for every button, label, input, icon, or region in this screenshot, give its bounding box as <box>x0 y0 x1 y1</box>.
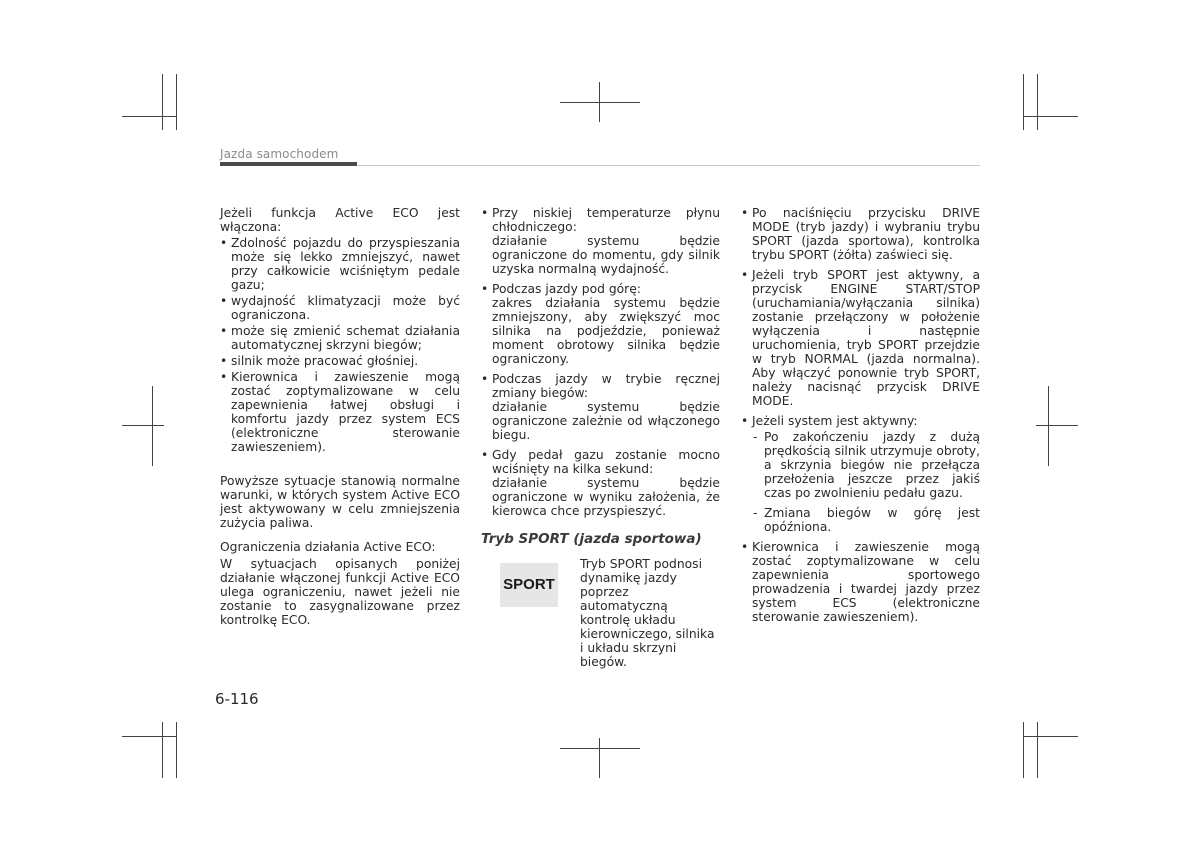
list-item: • wydajność klimatyzacji może być ograniczona. <box>220 294 460 322</box>
active-eco-intro: Jeżeli funkcja Active ECO jest włączona: <box>220 206 460 234</box>
dash-item: - Zmiana biegów w górę jest opóźniona. <box>752 506 980 534</box>
crop-mark <box>162 74 163 130</box>
crop-mark <box>1023 74 1024 130</box>
crop-mark <box>122 425 164 426</box>
list-item <box>481 206 720 276</box>
dash-item: - Po zakończeniu jazdy z dużą prędkością silnik utrzymuje obroty, a skrzynia biegów nie przełącza przełożenia jeszcze przez jakiś czas po zwolnieniu pedału gazu. <box>752 430 980 500</box>
list-item <box>741 414 980 534</box>
list-item: • Kierownica i zawieszenie mogą zostać zoptymalizowane w celu zapewnienia sportowego prowadzenia i twardej jazdy przez system ECS (elektroniczne sterowanie zawieszeniem). <box>741 540 980 624</box>
crop-mark <box>152 386 153 466</box>
crop-mark <box>1037 74 1038 130</box>
header-rule-dark <box>220 162 357 166</box>
crop-mark <box>1036 425 1078 426</box>
list-item-body: działanie systemu będzie ograniczone zależnie od włączonego biegu. <box>492 400 720 442</box>
column-2 <box>481 206 720 669</box>
list-item-title: • Przy niskiej temperaturze płynu chłodniczego: <box>492 206 720 234</box>
list-item <box>481 282 720 366</box>
sport-mode-heading: Tryb SPORT (jazda sportowa) <box>481 531 702 547</box>
list-item: • może się zmienić schemat działania automatycznej skrzyni biegów; <box>220 324 460 352</box>
list-item-body: działanie systemu będzie ograniczone w wyniku założenia, że kierowca chce przyspieszyć. <box>492 476 720 518</box>
crop-mark <box>122 116 177 117</box>
list-item <box>481 448 720 518</box>
sport-mode-list <box>741 206 980 624</box>
list-item: • Jeżeli tryb SPORT jest aktywny, a przycisk ENGINE START/STOP (uruchamiania/wyłączania silnika) zostanie przełączony w położenie wyłączenia i następnie uruchomienia, tryb SPORT przejdzie w tryb NORMAL (jazda normalna). Aby włączyć ponownie tryb SPORT, należy nacisnąć przycisk DRIVE MODE. <box>741 268 980 408</box>
crop-mark <box>1023 736 1078 737</box>
list-item-body: zakres działania systemu będzie zmniejszony, aby zwiększyć moc silnika na podjeździe, ponieważ moment obrotowy silnika będzie ograniczony. <box>492 296 720 366</box>
list-item-title: • Podczas jazdy pod górę: <box>492 282 641 296</box>
list-item-title: • Podczas jazdy w trybie ręcznej zmiany biegów: <box>492 372 720 400</box>
crop-mark <box>560 102 640 103</box>
sport-mode-description: Tryb SPORT podnosi dynamikę jazdy poprzez automatyczną kontrolę układu kierowniczego, silnika i układu skrzyni biegów. <box>580 557 715 669</box>
sport-mode-icon: SPORT <box>500 563 558 607</box>
crop-mark <box>1023 116 1078 117</box>
crop-mark <box>1037 722 1038 778</box>
list-item: • Kierownica i zawieszenie mogą zostać zoptymalizowane w celu zapewnienia łatwej obsługi i komfortu jazdy przez system ECS (elektroniczne sterowanie zawieszeniem). <box>220 370 460 454</box>
header-rule-light <box>357 165 980 166</box>
crop-mark <box>1023 722 1024 778</box>
list-item <box>481 372 720 442</box>
crop-mark <box>1048 386 1049 466</box>
list-item-title: • Jeżeli system jest aktywny: <box>752 414 918 428</box>
crop-mark <box>599 738 600 778</box>
sport-mode-block <box>481 557 720 669</box>
column-1 <box>220 206 460 627</box>
list-item-body: działanie systemu będzie ograniczone do momentu, gdy silnik uzyska normalną wydajność. <box>492 234 720 276</box>
section-title: Jazda samochodem <box>220 147 339 161</box>
normal-conditions-paragraph: Powyższe sytuacje stanowią normalne warunki, w których system Active ECO jest aktywowany w celu zmniejszenia zużycia paliwa. <box>220 474 460 530</box>
list-item: • Po naciśnięciu przycisku DRIVE MODE (tryb jazdy) i wybraniu trybu SPORT (jazda sportowa), kontrolka trybu SPORT (żółta) zaświeci się. <box>741 206 980 262</box>
active-eco-effects-list <box>220 236 460 454</box>
eco-limits-list <box>481 206 720 518</box>
limits-paragraph: W sytuacjach opisanych poniżej działanie włączonej funkcji Active ECO ulega ograniczeniu, nawet jeżeli nie zostanie to zasygnalizowane przez kontrolkę ECO. <box>220 557 460 627</box>
column-3 <box>741 206 980 624</box>
list-item: • Zdolność pojazdu do przyspieszania może się lekko zmniejszyć, nawet przy całkowicie wciśniętym pedale gazu; <box>220 236 460 292</box>
limits-heading: Ograniczenia działania Active ECO: <box>220 540 436 554</box>
crop-mark <box>176 74 177 130</box>
page-number: 6-116 <box>215 690 259 708</box>
list-item: • silnik może pracować głośniej. <box>220 354 460 368</box>
crop-mark <box>162 722 163 778</box>
sport-active-effects-list <box>752 430 980 534</box>
crop-mark <box>122 736 177 737</box>
crop-mark <box>560 748 640 749</box>
list-item-title: • Gdy pedał gazu zostanie mocno wciśnięty na kilka sekund: <box>492 448 720 476</box>
crop-mark <box>176 722 177 778</box>
